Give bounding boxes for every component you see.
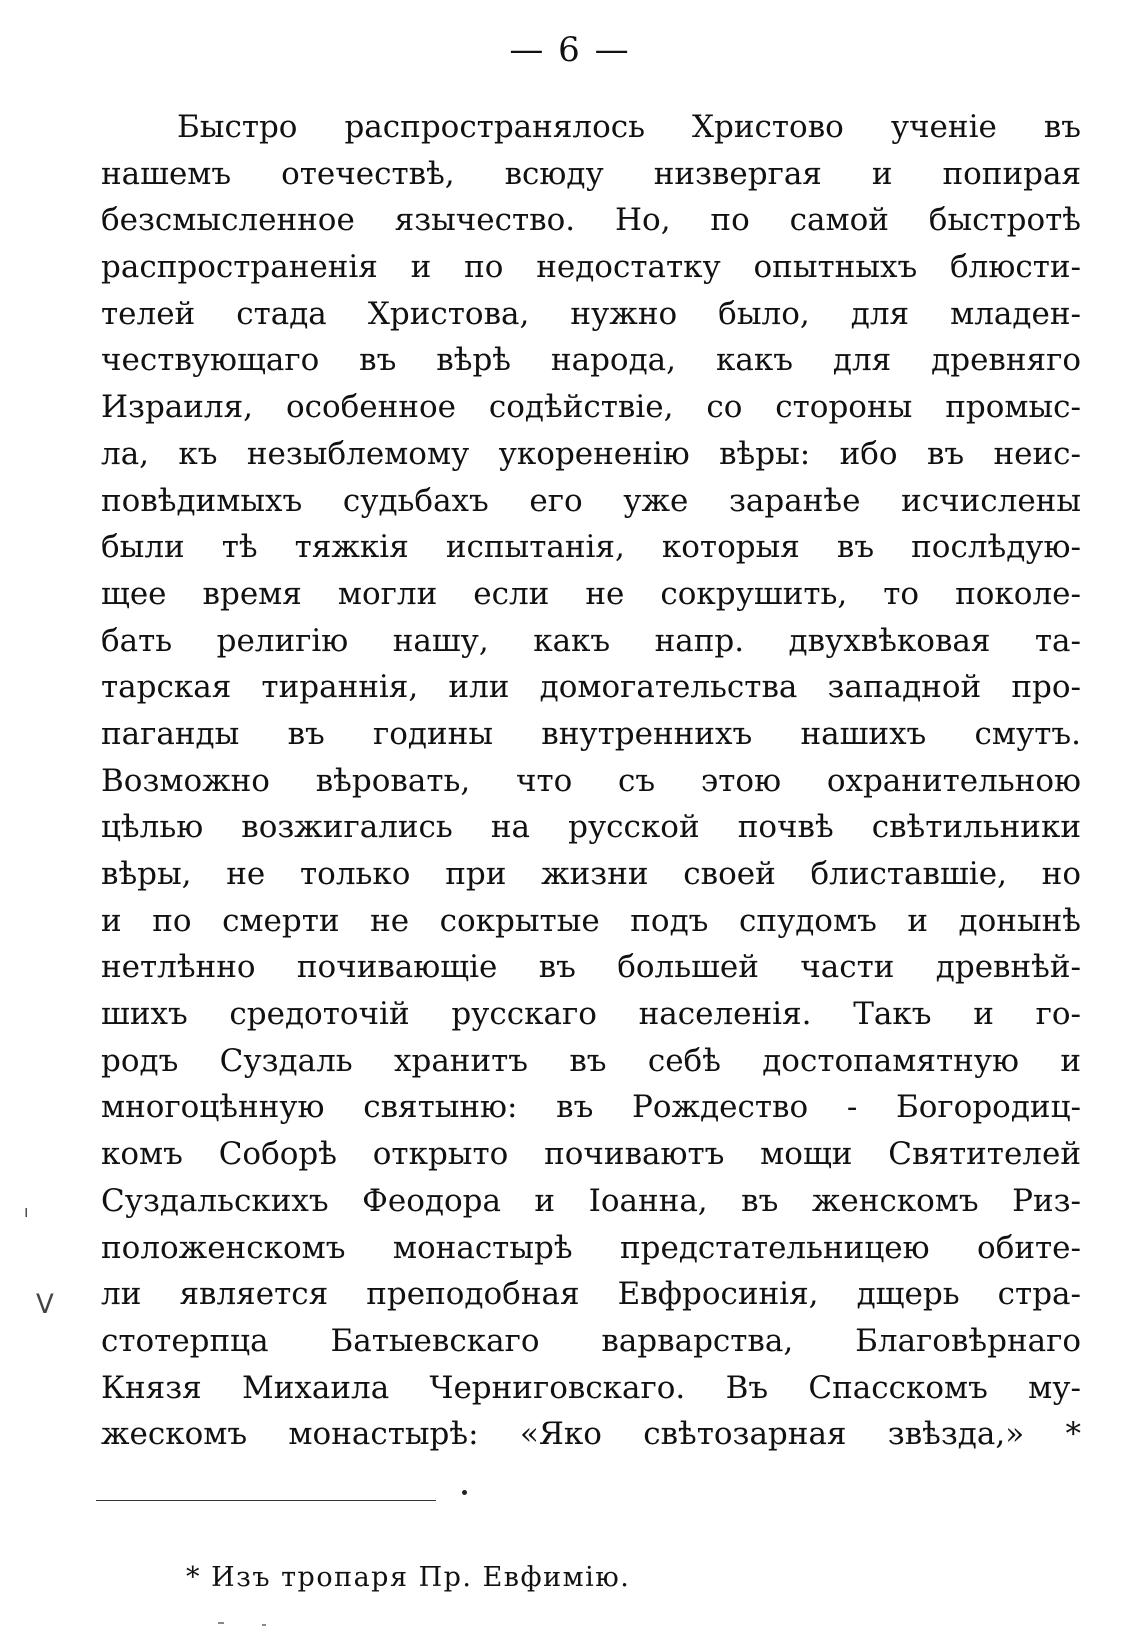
text-line: Израиля, особенное содѣйствіе, со стороны промыс- — [101, 389, 1081, 426]
text-line: стотерпца Батыевскаго варварства, Благовѣрнаго — [101, 1322, 1081, 1359]
text-line: ли является преподобная Евфросинія, дщерь стра- — [101, 1276, 1081, 1313]
footnote: * Изъ тропаря Пр. Евфимію. — [186, 1562, 631, 1593]
text-line: были тѣ тяжкія испытанія, которыя въ послѣдую- — [101, 529, 1081, 566]
text-line: паганды въ годины внутреннихъ нашихъ смутъ. — [101, 715, 1081, 752]
ink-speck — [262, 1624, 266, 1626]
body-text — [101, 104, 1081, 1458]
text-line: цѣлью возжигались на русской почвѣ свѣтильники — [101, 809, 1081, 846]
text-line: комъ Соборѣ открыто почиваютъ мощи Святителей — [101, 1136, 1081, 1173]
text-line: вѣры, не только при жизни своей блиставшіе, но — [101, 856, 1081, 892]
footnote-divider — [96, 1500, 436, 1501]
margin-mark: ᐯ — [36, 1290, 54, 1320]
ink-speck — [218, 1622, 224, 1624]
text-line: родъ Суздаль хранитъ въ себѣ достопамятную и — [101, 1042, 1081, 1079]
text-line: распространенія и по недостатку опытныхъ блюсти- — [101, 249, 1081, 286]
text-line: щее время могли если не сокрушить, то поколе- — [101, 575, 1081, 612]
text-line: тарская тираннія, или домогательства западной про- — [101, 669, 1081, 706]
text-line: бать религію нашу, какъ напр. двухвѣковая та- — [101, 622, 1081, 659]
text-line: ла, къ незыблемому укорененію вѣры: ибо въ неис- — [101, 435, 1081, 472]
page-number: — 6 — — [509, 30, 631, 70]
text-line: и по смерти не сокрытые подъ спудомъ и донынѣ — [101, 902, 1081, 939]
text-line: повѣдимыхъ судьбахъ его уже заранѣе исчислены — [101, 482, 1081, 519]
text-line: нетлѣнно почивающіе въ большей части древнѣй- — [101, 949, 1081, 986]
text-line: шихъ средоточій русскаго населенія. Такъ и го- — [101, 996, 1081, 1033]
margin-mark: ı — [24, 1202, 29, 1221]
text-line: жескомъ монастырѣ: «Яко свѣтозарная звѣзда,» * — [101, 1416, 1081, 1453]
text-line: многоцѣнную святыню: въ Рождество - Богородиц- — [101, 1089, 1081, 1126]
text-line: положенскомъ монастырѣ предстательницею обите- — [101, 1229, 1081, 1266]
text-line: Возможно вѣровать, что съ этою охранительною — [101, 762, 1081, 799]
text-line: Князя Михаила Черниговскаго. Въ Спасскомъ му- — [101, 1369, 1081, 1406]
text-line: Суздальскихъ Феодора и Іоанна, въ женскомъ Риз- — [101, 1182, 1081, 1219]
text-line: безсмысленное язычество. Но, по самой быстротѣ — [101, 202, 1081, 239]
text-line: Быстро распространялось Христово ученіе въ — [177, 109, 1081, 145]
ink-speck — [462, 1490, 467, 1495]
text-line: телей стада Христова, нужно было, для младен- — [101, 295, 1081, 332]
text-line: нашемъ отечествѣ, всюду низвергая и попирая — [101, 155, 1081, 192]
text-line: чествующаго въ вѣрѣ народа, какъ для древняго — [101, 342, 1081, 379]
